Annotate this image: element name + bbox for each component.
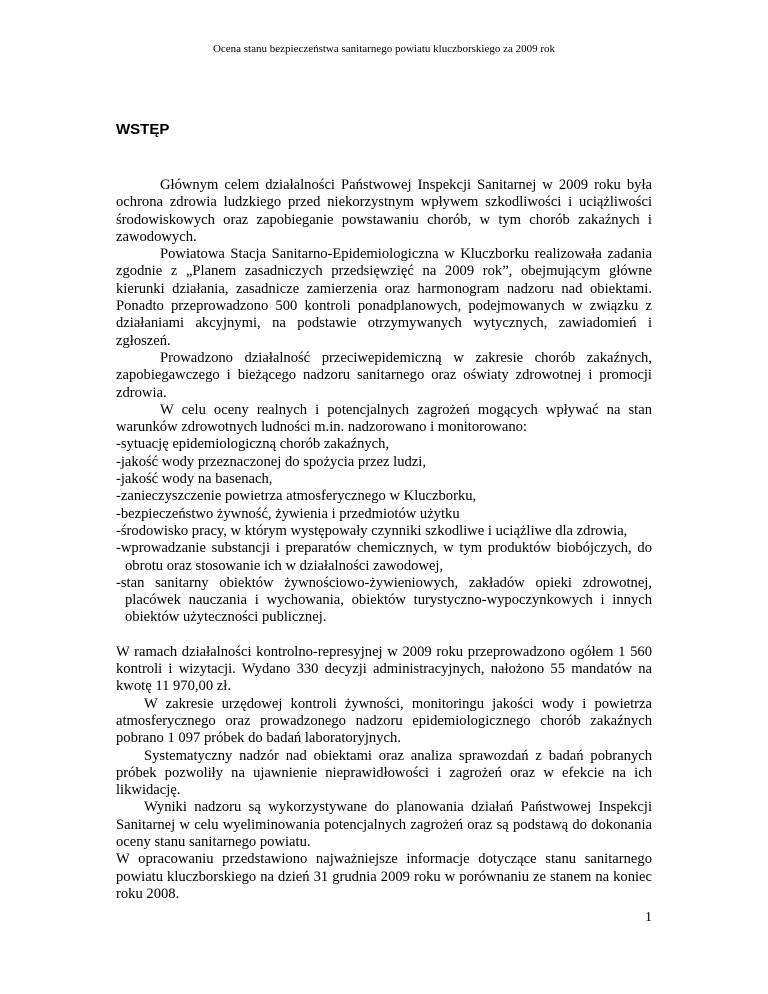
activity-paragraph-summary: W opracowaniu przedstawiono najważniejsze informacje dotyczące stanu sanitarnego powiatu kluczborskiego na dzień 31 grudnia 2009 roku w porównaniu ze stanem na koniec roku 2008. bbox=[116, 851, 652, 902]
monitored-list bbox=[116, 436, 652, 626]
list-item: -jakość wody przeznaczonej do spożycia przez ludzi, bbox=[116, 453, 426, 470]
activity-paragraph-results: Wyniki nadzoru są wykorzystywane do planowania działań Państwowej Inspekcji Sanitarnej w celu wyeliminowania potencjalnych zagrożeń oraz są podstawą do dokonania oceny stanu sanitarnego powiatu. bbox=[116, 799, 652, 850]
paragraph-spacer bbox=[116, 627, 652, 644]
list-item: -środowisko pracy, w którym występowały czynniki szkodliwe i uciążliwe dla zdrowia, bbox=[116, 522, 628, 539]
intro-paragraph-epidemic: Prowadzono działalność przeciwepidemiczną w zakresie chorób zakaźnych, zapobiegawczego i bieżącego nadzoru sanitarnego oraz oświaty zdrowotnej i promocji zdrowia. bbox=[116, 349, 652, 401]
list-item: -zanieczyszczenie powietrza atmosferycznego w Kluczborku, bbox=[116, 488, 477, 505]
page-number: 1 bbox=[645, 910, 652, 925]
list-item: -sytuację epidemiologiczną chorób zakaźnych, bbox=[116, 436, 390, 453]
running-header: Ocena stanu bezpieczeństwa sanitarnego powiatu kluczborskiego za 2009 rok bbox=[212, 43, 556, 55]
body-text bbox=[116, 177, 652, 903]
activity-paragraph-controls: W ramach działalności kontrolno-represyjnej w 2009 roku przeprowadzono ogółem 1 560 kontroli i wizytacji. Wydano 330 decyzji administracyjnych, nałożono 55 mandatów na kwotę 11 970,00 zł. bbox=[116, 643, 652, 695]
section-title: WSTĘP bbox=[116, 121, 170, 138]
intro-paragraph-monitoring: W celu oceny realnych i potencjalnych zagrożeń mogących wpływać na stan warunków zdrowotnych ludności m.in. nadzorowano i monitorowano: bbox=[116, 401, 652, 436]
list-item: -bezpieczeństwo żywność, żywienia i przedmiotów użytku bbox=[116, 505, 460, 522]
intro-paragraph-plan: Powiatowa Stacja Sanitarno-Epidemiologiczna w Kluczborku realizowała zadania zgodnie z „Planem zasadniczych przedsięwzięć na 2009 rok”, obejmującym główne kierunki działania, zasadnicze zamierzenia oraz harmonogram nadzoru nad obiektami. Ponadto przeprowadzono 500 kontroli ponadplanowych, podejmowanych w związku z działaniami akcyjnymi, na podstawie otrzymywanych wytycznych, zawiadomień i zgłoszeń. bbox=[116, 246, 652, 349]
activity-paragraph-supervision: Systematyczny nadzór nad obiektami oraz analiza sprawozdań z badań pobranych próbek pozwoliły na ujawnienie nieprawidłowości i zagrożeń oraz w efekcie na ich likwidację. bbox=[116, 747, 652, 799]
list-item: -jakość wody na basenach, bbox=[116, 471, 273, 488]
list-item: -wprowadzanie substancji i preparatów chemicznych, w tym produktów biobójczych, do obrotu oraz stosowanie ich w działalności zawodowej, bbox=[116, 540, 652, 574]
list-item: -stan sanitarny obiektów żywnościowo-żywieniowych, zakładów opieki zdrowotnej, placówek nauczania i wychowania, obiektów turystyczno-wypoczynkowych i innych obiektów użyteczności publicznej. bbox=[116, 574, 652, 626]
activity-paragraph-samples: W zakresie urzędowej kontroli żywności, monitoringu jakości wody i powietrza atmosferycznego oraz prowadzonego nadzoru epidemiologicznego chorób zakaźnych pobrano 1 097 próbek do badań laboratoryjnych. bbox=[116, 695, 652, 747]
intro-paragraph-goal: Głównym celem działalności Państwowej Inspekcji Sanitarnej w 2009 roku była ochrona zdrowia ludzkiego przed niekorzystnym wpływem szkodliwości i uciążliwości środowiskowych oraz zapobieganie powstawaniu chorób, w tym chorób zakaźnych i zawodowych. bbox=[116, 177, 652, 245]
